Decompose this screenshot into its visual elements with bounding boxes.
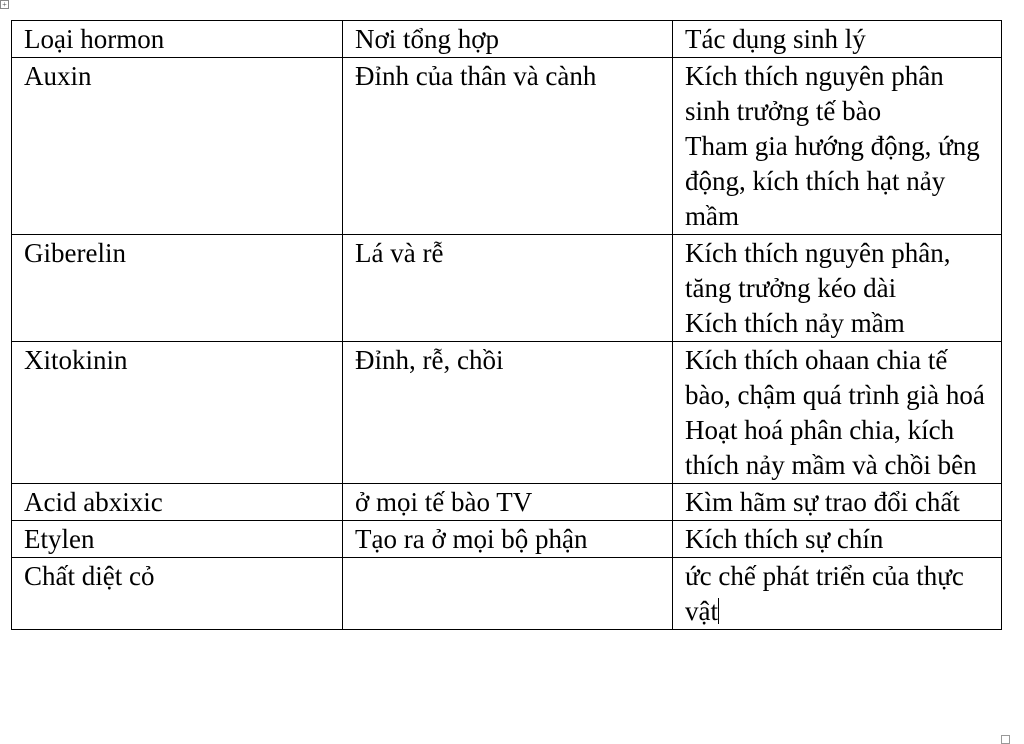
effect-line: Kích thích sự chín	[685, 524, 884, 554]
hormone-table	[11, 20, 1002, 630]
effect-line: Tham gia hướng động, ứng động, kích thích hạt nảy mầm	[685, 131, 980, 231]
cell-origin[interactable]	[343, 558, 673, 630]
effect-line: Kìm hãm sự trao đổi chất	[685, 487, 960, 517]
text-caret	[718, 598, 719, 624]
header-cell-origin[interactable]: Nơi tổng hợp	[343, 21, 673, 58]
cell-effect[interactable]	[673, 58, 1002, 235]
table-row	[12, 235, 1002, 342]
header-cell-type[interactable]: Loại hormon	[12, 21, 343, 58]
table-row	[12, 58, 1002, 235]
effect-line: Kích thích nguyên phân, tăng trưởng kéo dài	[685, 238, 951, 303]
cell-effect[interactable]	[673, 484, 1002, 521]
cell-hormone-type[interactable]: Etylen	[12, 521, 343, 558]
cell-hormone-type[interactable]: Xitokinin	[12, 342, 343, 484]
cell-origin[interactable]: Lá và rễ	[343, 235, 673, 342]
cell-hormone-type[interactable]: Auxin	[12, 58, 343, 235]
effect-text: ức chế phát triển của thực vật	[685, 561, 964, 626]
table-move-handle[interactable]: +	[0, 0, 9, 9]
cell-effect[interactable]	[673, 558, 1002, 630]
cell-origin[interactable]: Tạo ra ở mọi bộ phận	[343, 521, 673, 558]
cell-hormone-type[interactable]: Acid abxixic	[12, 484, 343, 521]
effect-line: Hoạt hoá phân chia, kích thích nảy mầm và chồi bên	[685, 415, 977, 480]
table-header-row	[12, 21, 1002, 58]
table-row	[12, 558, 1002, 630]
cell-hormone-type[interactable]: Giberelin	[12, 235, 343, 342]
table-row	[12, 342, 1002, 484]
header-cell-effect[interactable]: Tác dụng sinh lý	[673, 21, 1002, 58]
cell-effect[interactable]	[673, 521, 1002, 558]
cell-effect[interactable]	[673, 342, 1002, 484]
table-row	[12, 521, 1002, 558]
table-row	[12, 484, 1002, 521]
effect-line: Kích thích nảy mầm	[685, 308, 905, 338]
effect-line	[685, 559, 989, 629]
table-resize-handle[interactable]	[1001, 735, 1010, 744]
effect-line: Kích thích ohaan chia tế bào, chậm quá trình già hoá	[685, 345, 985, 410]
cell-effect[interactable]	[673, 235, 1002, 342]
cell-origin[interactable]: Đỉnh, rễ, chồi	[343, 342, 673, 484]
effect-line: Kích thích nguyên phân sinh trưởng tế bào	[685, 61, 944, 126]
cell-origin[interactable]: Đỉnh của thân và cành	[343, 58, 673, 235]
cell-origin[interactable]: ở mọi tế bào TV	[343, 484, 673, 521]
cell-hormone-type[interactable]: Chất diệt cỏ	[12, 558, 343, 630]
